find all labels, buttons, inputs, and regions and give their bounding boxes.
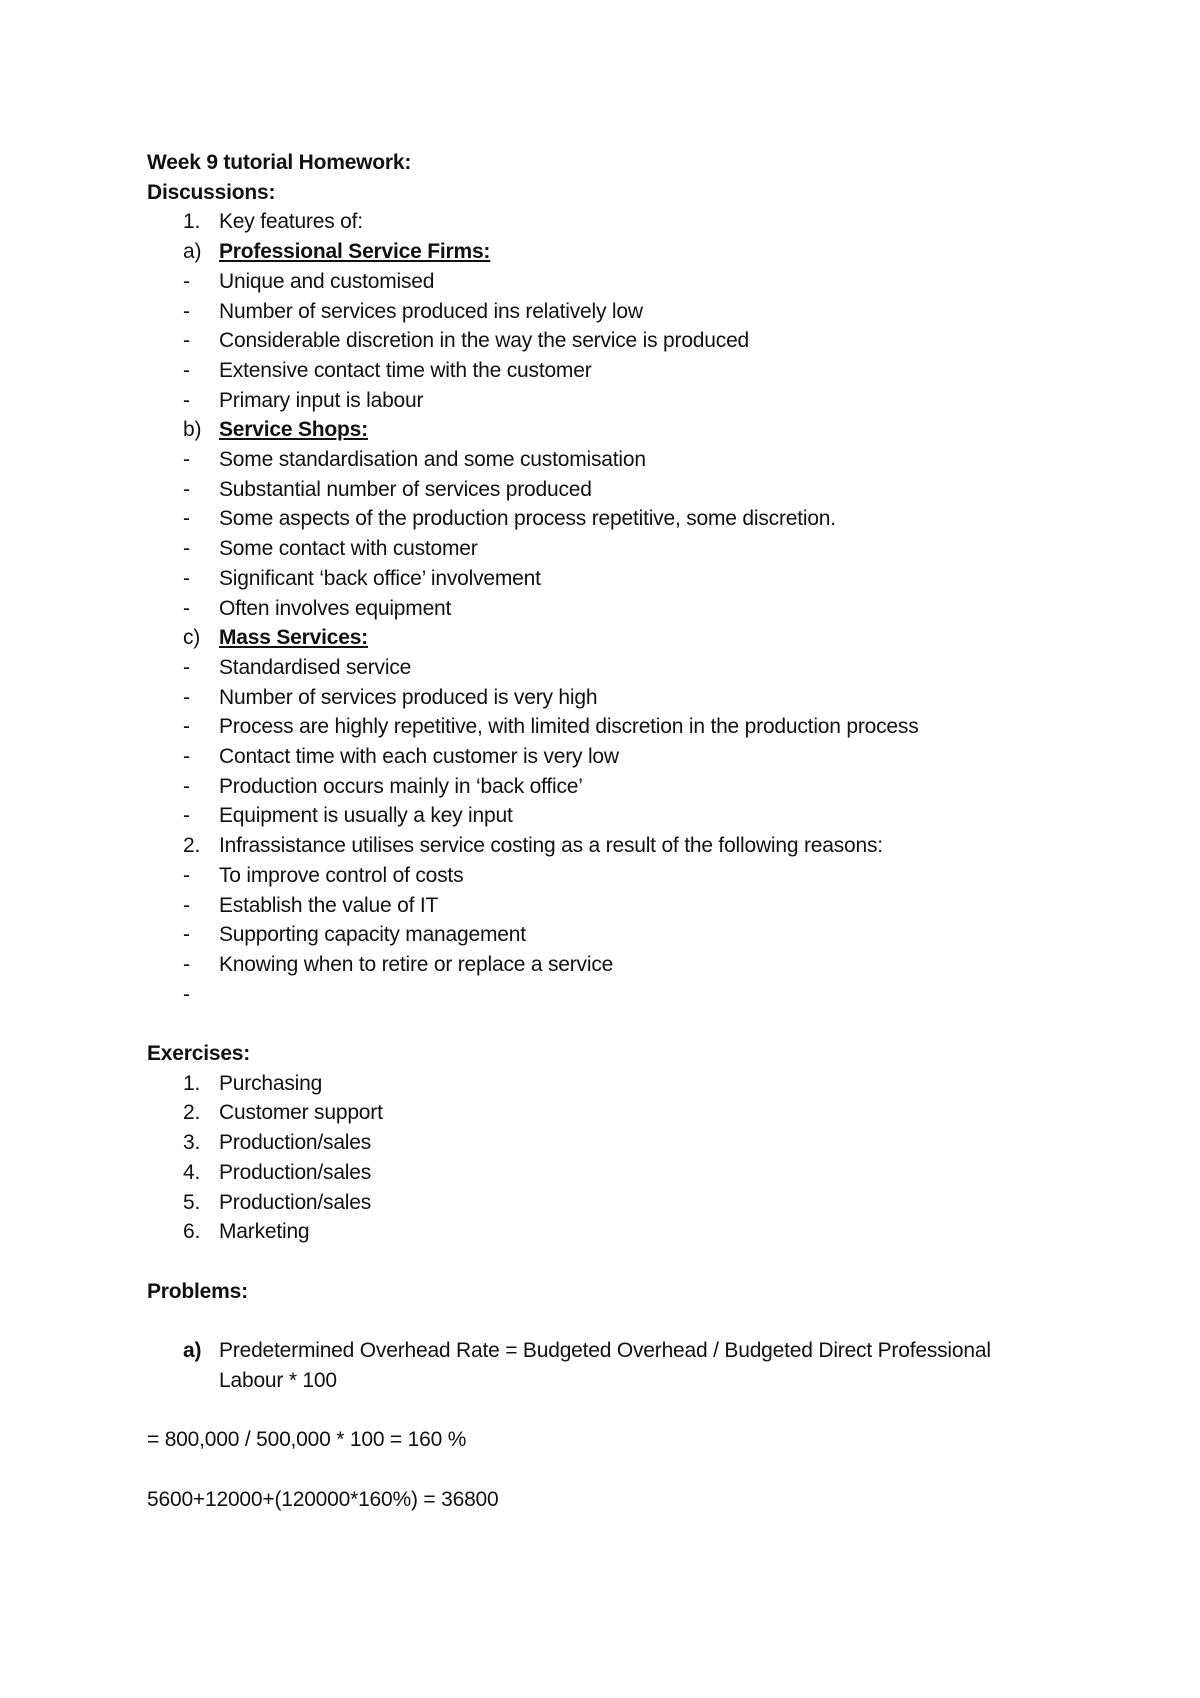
list-item-text: To improve control of costs xyxy=(219,863,464,887)
list-item-text: Primary input is labour xyxy=(219,388,424,412)
exercise-number: 2. xyxy=(183,1101,201,1125)
section-c-title: Mass Services: xyxy=(219,626,368,650)
list-item-text: Contact time with each customer is very low xyxy=(219,745,619,769)
section-b-title: Service Shops: xyxy=(219,418,368,442)
exercise-text: Production/sales xyxy=(219,1160,372,1184)
document-title: Week 9 tutorial Homework: xyxy=(147,151,412,174)
dash-bullet: - xyxy=(183,566,190,590)
list-item-text: Establish the value of IT xyxy=(219,893,439,917)
list-item xyxy=(147,742,1087,772)
list-item xyxy=(147,801,1087,831)
section-b-marker: b) xyxy=(183,418,202,442)
dash-bullet: - xyxy=(183,329,190,353)
list-item-text: Production occurs mainly in ‘back office’ xyxy=(219,774,583,798)
dash-bullet: - xyxy=(183,952,190,976)
question-1-number: 1. xyxy=(183,210,201,234)
dash-bullet: - xyxy=(183,745,190,769)
question-1-text: Key features of: xyxy=(219,210,363,234)
list-item-text: Standardised service xyxy=(219,655,412,679)
dash-bullet: - xyxy=(183,299,190,323)
list-item xyxy=(147,712,1087,742)
list-item-text: Extensive contact time with the customer xyxy=(219,358,592,382)
list-item-text: Knowing when to retire or replace a service xyxy=(219,952,614,976)
exercise-item xyxy=(147,1158,1087,1188)
list-item xyxy=(147,297,1087,327)
exercise-item xyxy=(147,1069,1087,1099)
exercises-heading: Exercises: xyxy=(147,1042,251,1066)
exercise-text: Marketing xyxy=(219,1220,310,1244)
dash-bullet: - xyxy=(183,685,190,709)
list-item-text: Significant ‘back office’ involvement xyxy=(219,566,541,590)
dash-bullet: - xyxy=(183,893,190,917)
exercise-number: 4. xyxy=(183,1160,201,1184)
dash-bullet: - xyxy=(183,863,190,887)
exercise-number: 6. xyxy=(183,1220,201,1244)
list-item xyxy=(147,504,1087,534)
list-item xyxy=(147,267,1087,297)
section-a-marker: a) xyxy=(183,240,202,264)
list-item xyxy=(147,950,1087,980)
dash-bullet: - xyxy=(183,774,190,798)
exercise-item xyxy=(147,1217,1087,1247)
section-c-header xyxy=(147,623,1087,653)
list-item xyxy=(147,920,1087,950)
list-item-text: Some standardisation and some customisation xyxy=(219,448,646,472)
list-item xyxy=(147,980,1087,1010)
problem-a-text: Predetermined Overhead Rate = Budgeted Overhead / Budgeted Direct Professional Labour * 100 xyxy=(219,1339,991,1392)
list-item-text: Considerable discretion in the way the service is produced xyxy=(219,329,750,353)
list-item xyxy=(147,891,1087,921)
exercise-item xyxy=(147,1128,1087,1158)
section-a-header xyxy=(147,237,1087,267)
list-item xyxy=(147,356,1087,386)
dash-bullet: - xyxy=(183,507,190,531)
list-item-text: Equipment is usually a key input xyxy=(219,804,513,828)
list-item-text: Unique and customised xyxy=(219,269,435,293)
list-item xyxy=(147,386,1087,416)
list-item-text: Often involves equipment xyxy=(219,596,452,620)
dash-bullet: - xyxy=(183,448,190,472)
question-2-number: 2. xyxy=(183,834,201,858)
problem-a xyxy=(147,1336,1087,1395)
list-item-text: Substantial number of services produced xyxy=(219,477,592,501)
list-item xyxy=(147,326,1087,356)
blank-line xyxy=(147,1455,1087,1485)
dash-bullet: - xyxy=(183,537,190,561)
exercise-item xyxy=(147,1188,1087,1218)
list-item-text: Supporting capacity management xyxy=(219,923,526,947)
dash-bullet: - xyxy=(183,358,190,382)
dash-bullet: - xyxy=(183,477,190,501)
exercise-text: Production/sales xyxy=(219,1190,372,1214)
list-item xyxy=(147,475,1087,505)
list-item xyxy=(147,653,1087,683)
list-item xyxy=(147,861,1087,891)
dash-bullet: - xyxy=(183,596,190,620)
exercise-text: Production/sales xyxy=(219,1131,372,1155)
list-item-text: Number of services produced ins relatively low xyxy=(219,299,643,323)
section-b-header xyxy=(147,415,1087,445)
list-item xyxy=(147,534,1087,564)
exercise-number: 1. xyxy=(183,1071,201,1095)
list-item-text: Some contact with customer xyxy=(219,537,478,561)
blank-line xyxy=(147,1395,1087,1425)
dash-bullet: - xyxy=(183,923,190,947)
list-item xyxy=(147,564,1087,594)
document-content xyxy=(147,148,1087,1514)
blank-line xyxy=(147,1306,1087,1336)
section-c-marker: c) xyxy=(183,626,201,650)
list-item xyxy=(147,594,1087,624)
list-item-text: Number of services produced is very high xyxy=(219,685,598,709)
section-a-title: Professional Service Firms: xyxy=(219,240,491,264)
blank-line xyxy=(147,1009,1087,1039)
calculation-total: 5600+12000+(120000*160%) = 36800 xyxy=(147,1487,499,1511)
exercise-number: 5. xyxy=(183,1190,201,1214)
list-item-text: Process are highly repetitive, with limited discretion in the production process xyxy=(219,715,919,739)
dash-bullet: - xyxy=(183,269,190,293)
exercise-item xyxy=(147,1098,1087,1128)
question-1 xyxy=(147,207,1087,237)
dash-bullet: - xyxy=(183,804,190,828)
discussions-heading: Discussions: xyxy=(147,180,276,204)
calculation-rate: = 800,000 / 500,000 * 100 = 160 % xyxy=(147,1428,467,1452)
list-item xyxy=(147,772,1087,802)
dash-bullet: - xyxy=(183,715,190,739)
problems-heading: Problems: xyxy=(147,1279,248,1303)
exercise-number: 3. xyxy=(183,1131,201,1155)
dash-bullet: - xyxy=(183,655,190,679)
dash-bullet: - xyxy=(183,388,190,412)
exercise-text: Purchasing xyxy=(219,1071,323,1095)
list-item xyxy=(147,445,1087,475)
question-2-text: Infrassistance utilises service costing as a result of the following reasons: xyxy=(219,834,883,858)
blank-line xyxy=(147,1247,1087,1277)
problem-a-marker: a) xyxy=(183,1339,202,1363)
list-item-text: Some aspects of the production process repetitive, some discretion. xyxy=(219,507,836,531)
list-item xyxy=(147,683,1087,713)
exercise-text: Customer support xyxy=(219,1101,383,1125)
dash-bullet: - xyxy=(183,982,190,1006)
question-2 xyxy=(147,831,1087,861)
